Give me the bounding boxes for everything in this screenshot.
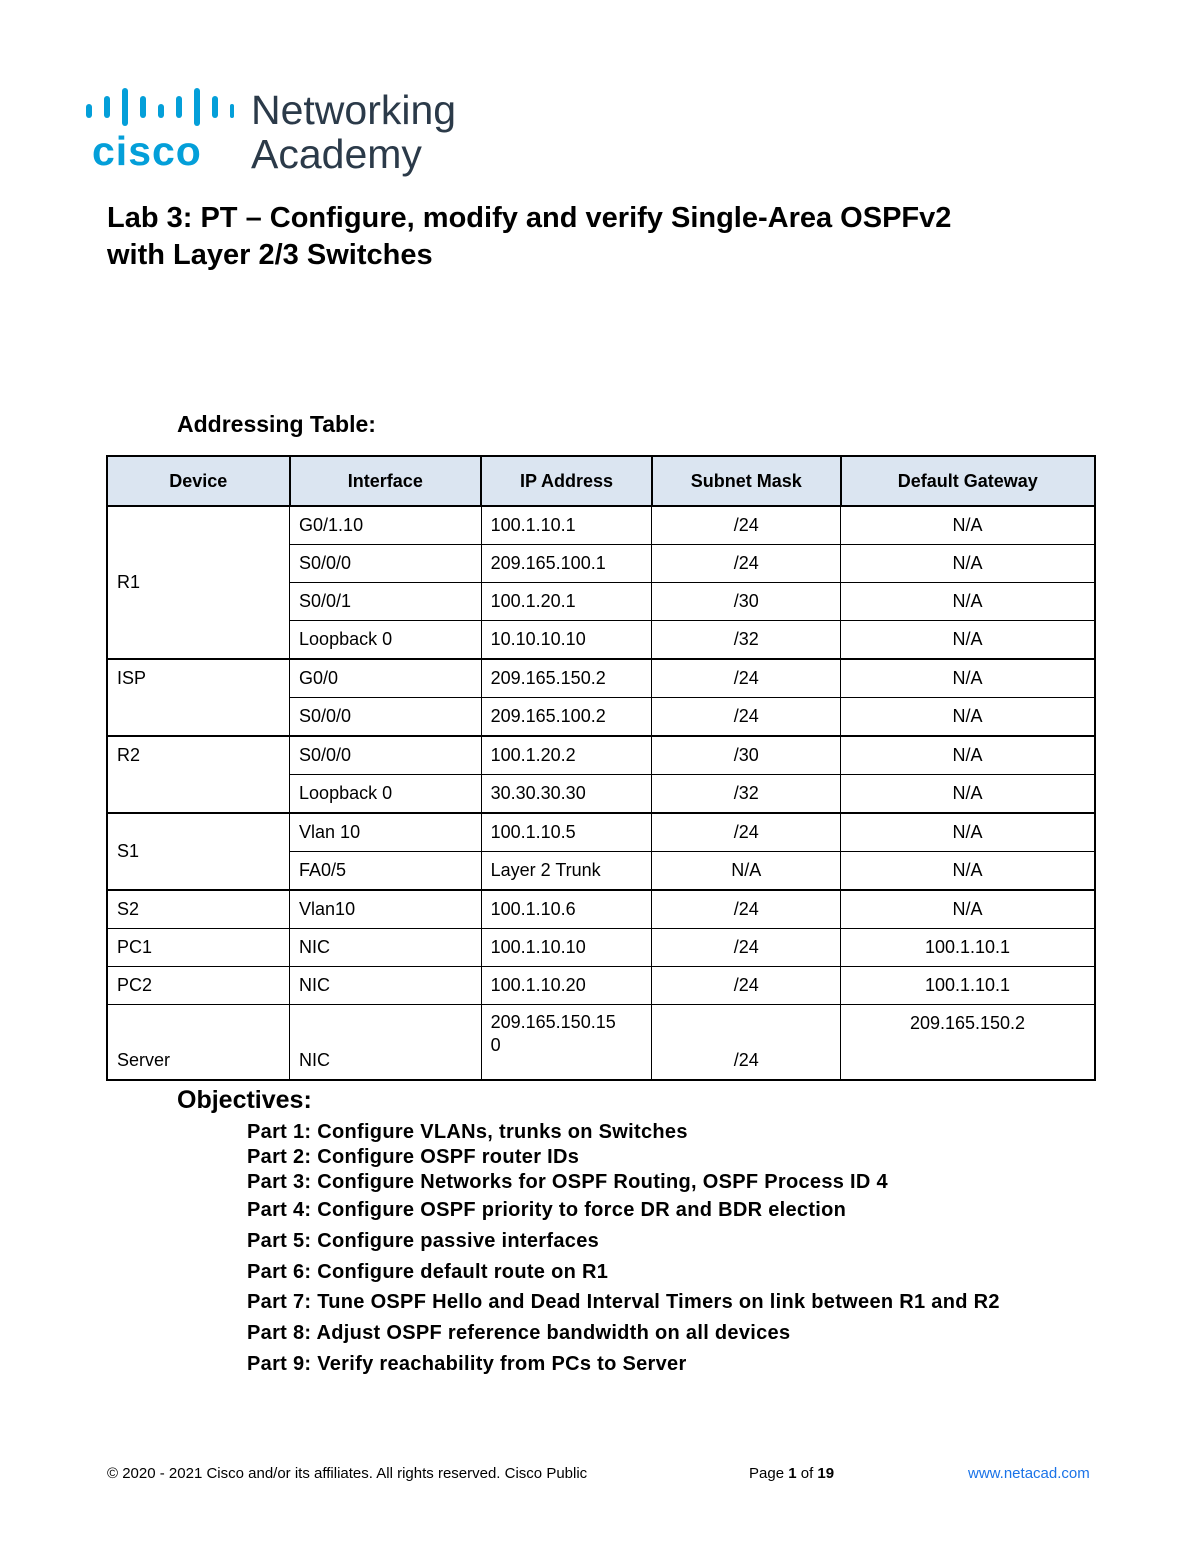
objective-text: Configure passive interfaces [317, 1230, 600, 1252]
device-cell: R2 [107, 736, 290, 813]
device-cell: R1 [107, 506, 290, 659]
column-header-default-gateway: Default Gateway [841, 456, 1096, 506]
ip-line-1: 209.165.150.15 [490, 1012, 616, 1032]
ip-cell: 209.165.150.2 [481, 659, 652, 698]
footer-netacad-link[interactable]: www.netacad.com [968, 1465, 1090, 1482]
mask-cell: /24 [652, 890, 841, 929]
mask-cell: /30 [652, 583, 841, 621]
gateway-cell: N/A [841, 852, 1096, 891]
device-cell: S1 [107, 813, 290, 890]
interface-cell: Loopback 0 [290, 775, 482, 814]
objective-label: Part 8: [247, 1322, 312, 1344]
addressing-table-heading: Addressing Table: [177, 411, 376, 437]
device-cell: Server [107, 1005, 290, 1081]
objective-item [247, 1291, 1000, 1314]
interface-cell: S0/0/0 [290, 698, 482, 737]
logo-networking-text: Networking [251, 87, 457, 133]
ip-line-2: 0 [490, 1035, 501, 1055]
gateway-cell: N/A [841, 506, 1096, 545]
table-row [107, 1005, 1095, 1081]
mask-cell: /32 [652, 775, 841, 814]
interface-cell: Vlan 10 [290, 813, 482, 852]
objective-label: Part 2: [247, 1146, 312, 1168]
table-row [107, 659, 1095, 698]
objective-label: Part 7: [247, 1291, 312, 1313]
ip-cell: 100.1.10.20 [481, 967, 652, 1005]
interface-cell: S0/0/0 [290, 545, 482, 583]
mask-cell: N/A [652, 852, 841, 891]
gateway-cell: 100.1.10.1 [841, 929, 1096, 967]
interface-cell: G0/1.10 [290, 506, 482, 545]
ip-cell: 100.1.10.1 [481, 506, 652, 545]
footer-page-number [749, 1465, 834, 1482]
gateway-cell: N/A [841, 583, 1096, 621]
objective-item [247, 1121, 688, 1144]
page-of: of [800, 1465, 814, 1482]
title-line-1: Lab 3: PT – Configure, modify and verify Single-Area OSPFv2 [107, 202, 952, 234]
device-cell: ISP [107, 659, 290, 736]
table-header-row [107, 456, 1095, 506]
ip-cell: 10.10.10.10 [481, 621, 652, 660]
mask-cell: /24 [652, 506, 841, 545]
gateway-cell: N/A [841, 698, 1096, 737]
mask-cell: /24 [652, 659, 841, 698]
gateway-cell: N/A [841, 813, 1096, 852]
objective-label: Part 6: [247, 1261, 312, 1283]
column-header-interface: Interface [290, 456, 482, 506]
objective-item [247, 1322, 790, 1345]
gateway-cell: N/A [841, 621, 1096, 660]
table-row [107, 736, 1095, 775]
page-total: 19 [817, 1465, 835, 1482]
objective-text: Verify reachability from PCs to Server [317, 1353, 687, 1375]
mask-cell: /24 [652, 967, 841, 1005]
table-row [107, 929, 1095, 967]
gateway-cell: N/A [841, 736, 1096, 775]
objective-item [247, 1230, 599, 1253]
interface-cell: S0/0/1 [290, 583, 482, 621]
device-cell: PC1 [107, 929, 290, 967]
addressing-table [106, 455, 1096, 1081]
table-row [107, 813, 1095, 852]
objective-label: Part 5: [247, 1230, 312, 1252]
interface-cell: NIC [290, 1005, 482, 1081]
ip-cell: Layer 2 Trunk [481, 852, 652, 891]
objective-label: Part 3: [247, 1171, 312, 1193]
page-current: 1 [788, 1465, 797, 1482]
mask-cell: /24 [652, 813, 841, 852]
objective-item [247, 1261, 608, 1284]
device-cell: S2 [107, 890, 290, 929]
table-row [107, 890, 1095, 929]
objective-item [247, 1353, 687, 1376]
ip-cell: 209.165.100.2 [481, 698, 652, 737]
cisco-wordmark: cisco [92, 128, 202, 174]
mask-cell: /30 [652, 736, 841, 775]
objective-text: Configure default route on R1 [317, 1261, 609, 1283]
objective-label: Part 9: [247, 1353, 312, 1375]
gateway-cell: 209.165.150.2 [841, 1005, 1096, 1081]
objective-item [247, 1146, 579, 1169]
gateway-cell: N/A [841, 890, 1096, 929]
gateway-cell: N/A [841, 659, 1096, 698]
objective-label: Part 1: [247, 1121, 312, 1143]
mask-cell: /32 [652, 621, 841, 660]
mask-cell: /24 [652, 1005, 841, 1081]
ip-cell: 100.1.20.1 [481, 583, 652, 621]
objective-text: Configure OSPF router IDs [317, 1146, 580, 1168]
ip-cell: 209.165.100.1 [481, 545, 652, 583]
ip-cell: 100.1.20.2 [481, 736, 652, 775]
objective-text: Adjust OSPF reference bandwidth on all devices [316, 1322, 791, 1344]
interface-cell: Vlan10 [290, 890, 482, 929]
objective-item [247, 1171, 888, 1194]
objective-text: Configure VLANs, trunks on Switches [317, 1121, 688, 1143]
page-prefix: Page [749, 1465, 785, 1482]
cisco-networking-academy-logo [84, 88, 484, 178]
footer-copyright: © 2020 - 2021 Cisco and/or its affiliates. All rights reserved. Cisco Public [107, 1465, 588, 1482]
objectives-heading: Objectives: [177, 1086, 312, 1114]
table-row [107, 506, 1095, 545]
gateway-cell: N/A [841, 775, 1096, 814]
objective-text: Configure OSPF priority to force DR and BDR election [317, 1199, 847, 1221]
objective-text: Configure Networks for OSPF Routing, OSPF Process ID 4 [317, 1171, 888, 1193]
ip-cell: 100.1.10.6 [481, 890, 652, 929]
interface-cell: S0/0/0 [290, 736, 482, 775]
ip-cell: 100.1.10.10 [481, 929, 652, 967]
table-row [107, 967, 1095, 1005]
page-title [107, 200, 1087, 274]
objective-text: Tune OSPF Hello and Dead Interval Timers on link between R1 and R2 [317, 1291, 1000, 1313]
logo-academy-text: Academy [251, 131, 422, 177]
mask-cell: /24 [652, 545, 841, 583]
ip-cell: 30.30.30.30 [481, 775, 652, 814]
column-header-subnet-mask: Subnet Mask [652, 456, 841, 506]
title-line-2: with Layer 2/3 Switches [107, 239, 433, 271]
interface-cell: G0/0 [290, 659, 482, 698]
interface-cell: FA0/5 [290, 852, 482, 891]
interface-cell: Loopback 0 [290, 621, 482, 660]
objective-label: Part 4: [247, 1199, 312, 1221]
column-header-ip-address: IP Address [481, 456, 652, 506]
interface-cell: NIC [290, 967, 482, 1005]
cisco-bars-icon [84, 88, 234, 128]
column-header-device: Device [107, 456, 290, 506]
gateway-cell: N/A [841, 545, 1096, 583]
ip-cell: 100.1.10.5 [481, 813, 652, 852]
mask-cell: /24 [652, 929, 841, 967]
gateway-cell: 100.1.10.1 [841, 967, 1096, 1005]
device-cell: PC2 [107, 967, 290, 1005]
mask-cell: /24 [652, 698, 841, 737]
interface-cell: NIC [290, 929, 482, 967]
ip-cell [481, 1005, 652, 1081]
objective-item [247, 1199, 846, 1222]
